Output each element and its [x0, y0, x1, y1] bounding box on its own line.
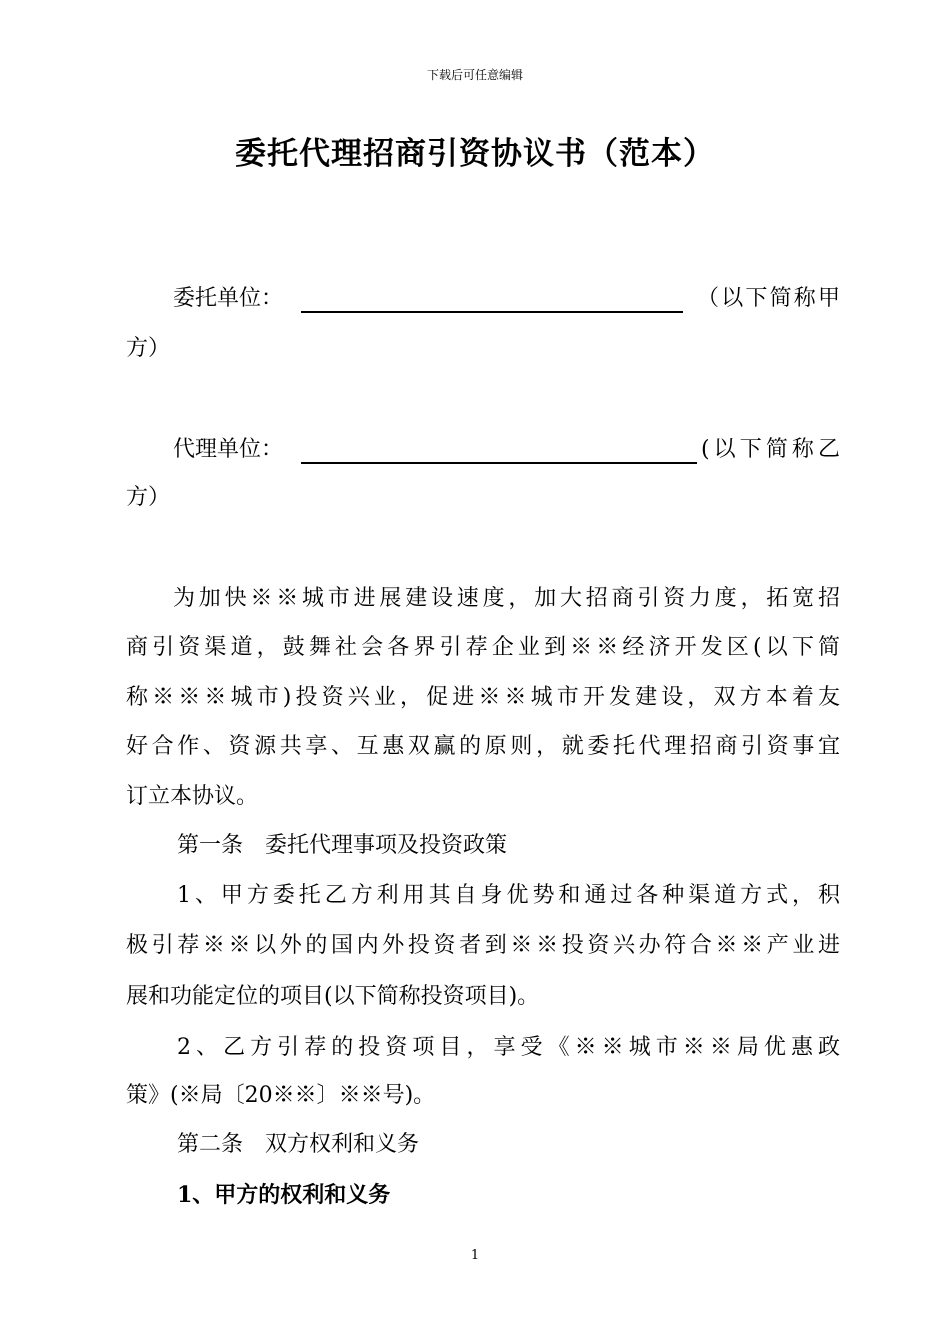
preamble-line-4: 好合作、资源共享、互惠双赢的原则，就委托代理招商引资事宜	[126, 734, 840, 759]
preamble-line-2: 商引资渠道，鼓舞社会各界引荐企业到※※经济开发区(以下简	[126, 635, 840, 660]
agent-label: 代理单位：	[173, 437, 284, 462]
preamble-line-3: 称※※※城市)投资兴业，促进※※城市开发建设，双方本着友	[126, 685, 840, 710]
principal-label: 委托单位：	[173, 286, 284, 311]
document-title: 委托代理招商引资协议书（范本）	[235, 136, 715, 172]
page-header-note: 下载后可任意编辑	[426, 68, 523, 82]
article-1-clause-1-line-3: 展和功能定位的项目(以下简称投资项目)。	[126, 984, 540, 1009]
article-2-heading: 第二条 双方权利和义务	[177, 1132, 420, 1157]
agent-suffix: (以下简称乙	[701, 437, 840, 462]
agent-suffix-cont: 方）	[126, 485, 171, 510]
principal-suffix-cont: 方）	[126, 336, 171, 361]
article-1-clause-2-line-2: 策》(※局〔20※※〕※※号)。	[126, 1083, 436, 1108]
article-1-clause-2-line-1: 2、乙方引荐的投资项目，享受《※※城市※※局优惠政	[177, 1035, 840, 1060]
principal-blank-field[interactable]	[301, 311, 683, 313]
article-1-heading: 第一条 委托代理事项及投资政策	[177, 833, 508, 858]
preamble-line-5: 订立本协议。	[126, 784, 259, 809]
article-1-clause-1-line-1: 1、甲方委托乙方利用其自身优势和通过各种渠道方式，积	[177, 883, 840, 908]
page-number: 1	[470, 1248, 480, 1263]
article-1-clause-1-line-2: 极引荐※※以外的国内外投资者到※※投资兴办符合※※产业进	[126, 933, 840, 958]
preamble-line-1: 为加快※※城市进展建设速度，加大招商引资力度，拓宽招	[173, 586, 840, 611]
principal-suffix: （以下简称甲	[697, 286, 840, 311]
article-2-subheading-1: 1、甲方的权利和义务	[177, 1182, 391, 1208]
agent-blank-field[interactable]	[301, 462, 697, 464]
